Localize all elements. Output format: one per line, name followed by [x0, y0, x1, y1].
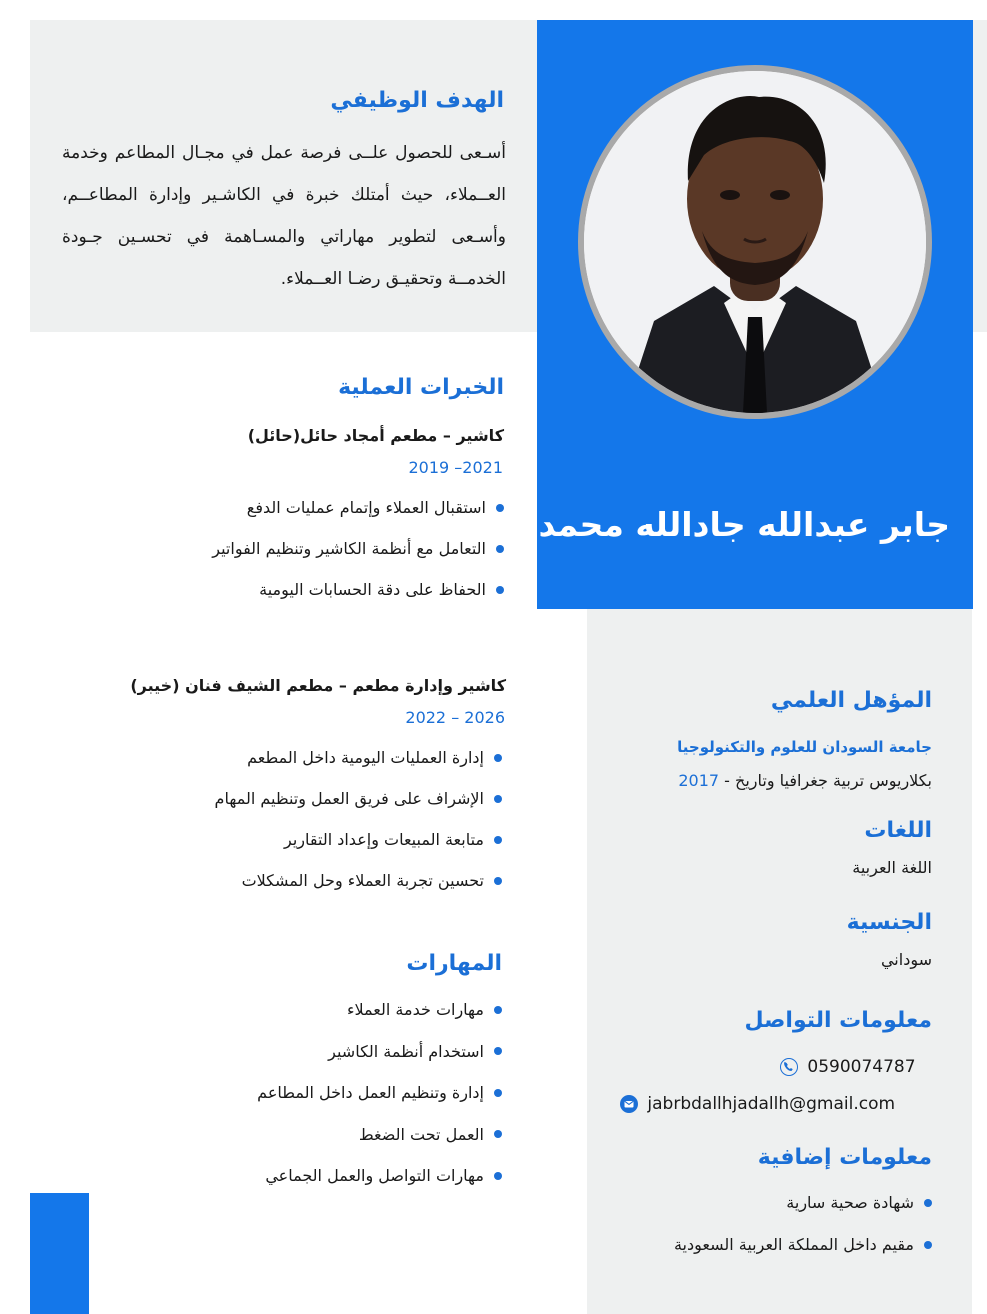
nationality-value: سوداني — [880, 950, 932, 969]
job-1-period: 2021– 2019 — [408, 458, 503, 477]
language-value: اللغة العربية — [852, 858, 932, 877]
list-item: استقبال العملاء وإتمام عمليات الدفع — [120, 487, 504, 528]
corner-accent-block — [30, 1193, 89, 1314]
skills-heading: المهارات — [406, 951, 502, 976]
list-item: متابعة المبيعات وإعداد التقارير — [100, 819, 502, 860]
list-item: شهادة صحية سارية — [600, 1182, 932, 1224]
portrait-illustration — [584, 71, 926, 413]
job-1-title: كاشير – مطعم أمجاد حائل(حائل) — [247, 426, 504, 445]
job-2-duties — [100, 737, 502, 901]
job-1-duties — [120, 487, 504, 610]
list-item: مهارات خدمة العملاء — [160, 989, 502, 1031]
list-item: تحسين تجربة العملاء وحل المشكلات — [100, 860, 502, 901]
education-heading: المؤهل العلمي — [770, 688, 932, 713]
list-item: إدارة العمليات اليومية داخل المطعم — [100, 737, 502, 778]
phone-number[interactable]: 0590074787 — [807, 1057, 916, 1077]
job-2-title: كاشير وإدارة مطعم – مطعم الشيف فنان (خيبر) — [130, 676, 506, 695]
objective-heading: الهدف الوظيفي — [330, 88, 504, 113]
list-item: مهارات التواصل والعمل الجماعي — [160, 1155, 502, 1197]
skills-list — [160, 989, 502, 1197]
university-name: جامعة السودان للعلوم والتكنولوجيا — [677, 738, 932, 756]
list-item: العمل تحت الضغط — [160, 1114, 502, 1156]
contact-heading: معلومات التواصل — [744, 1008, 932, 1033]
list-item: التعامل مع أنظمة الكاشير وتنظيم الفواتير — [120, 528, 504, 569]
degree-text: بكلاريوس تربية جغرافيا وتاريخ - — [719, 771, 932, 790]
list-item: الإشراف على فريق العمل وتنظيم المهام — [100, 778, 502, 819]
extra-info-list — [600, 1182, 932, 1266]
list-item: إدارة وتنظيم العمل داخل المطاعم — [160, 1072, 502, 1114]
right-edge-strip — [972, 20, 987, 332]
list-item: استخدام أنظمة الكاشير — [160, 1031, 502, 1073]
experience-heading: الخبرات العملية — [338, 375, 504, 400]
mail-icon — [620, 1095, 638, 1113]
job-2-period: 2026 – 2022 — [405, 708, 505, 727]
phone-row[interactable] — [780, 1057, 940, 1083]
profile-photo — [578, 65, 932, 419]
graduation-year: 2017 — [678, 771, 720, 790]
email-row[interactable] — [620, 1094, 940, 1120]
full-name: جابر عبدالله جادالله محمد — [538, 505, 950, 544]
objective-text: أسـعى للحصول علــى فرصة عمل في مجـال المطاعم وخدمة العــملاء، حيث أمتلك خبرة في الكاشـير وإدارة المطاعــم، وأسـعى لتطوير مهاراتي والمسـاهمة في تحسـين جـودة الخدمــة وتحقيـق رضـا العــملاء. — [62, 143, 506, 289]
list-item: مقيم داخل المملكة العربية السعودية — [600, 1224, 932, 1266]
degree-line — [600, 771, 932, 790]
email-address[interactable]: jabrbdallhjadallh@gmail.com — [647, 1094, 896, 1114]
languages-heading: اللغات — [864, 818, 932, 843]
extra-info-heading: معلومات إضافية — [757, 1145, 932, 1170]
list-item: الحفاظ على دقة الحسابات اليومية — [120, 569, 504, 610]
nationality-heading: الجنسية — [846, 910, 932, 935]
phone-icon — [780, 1058, 798, 1076]
